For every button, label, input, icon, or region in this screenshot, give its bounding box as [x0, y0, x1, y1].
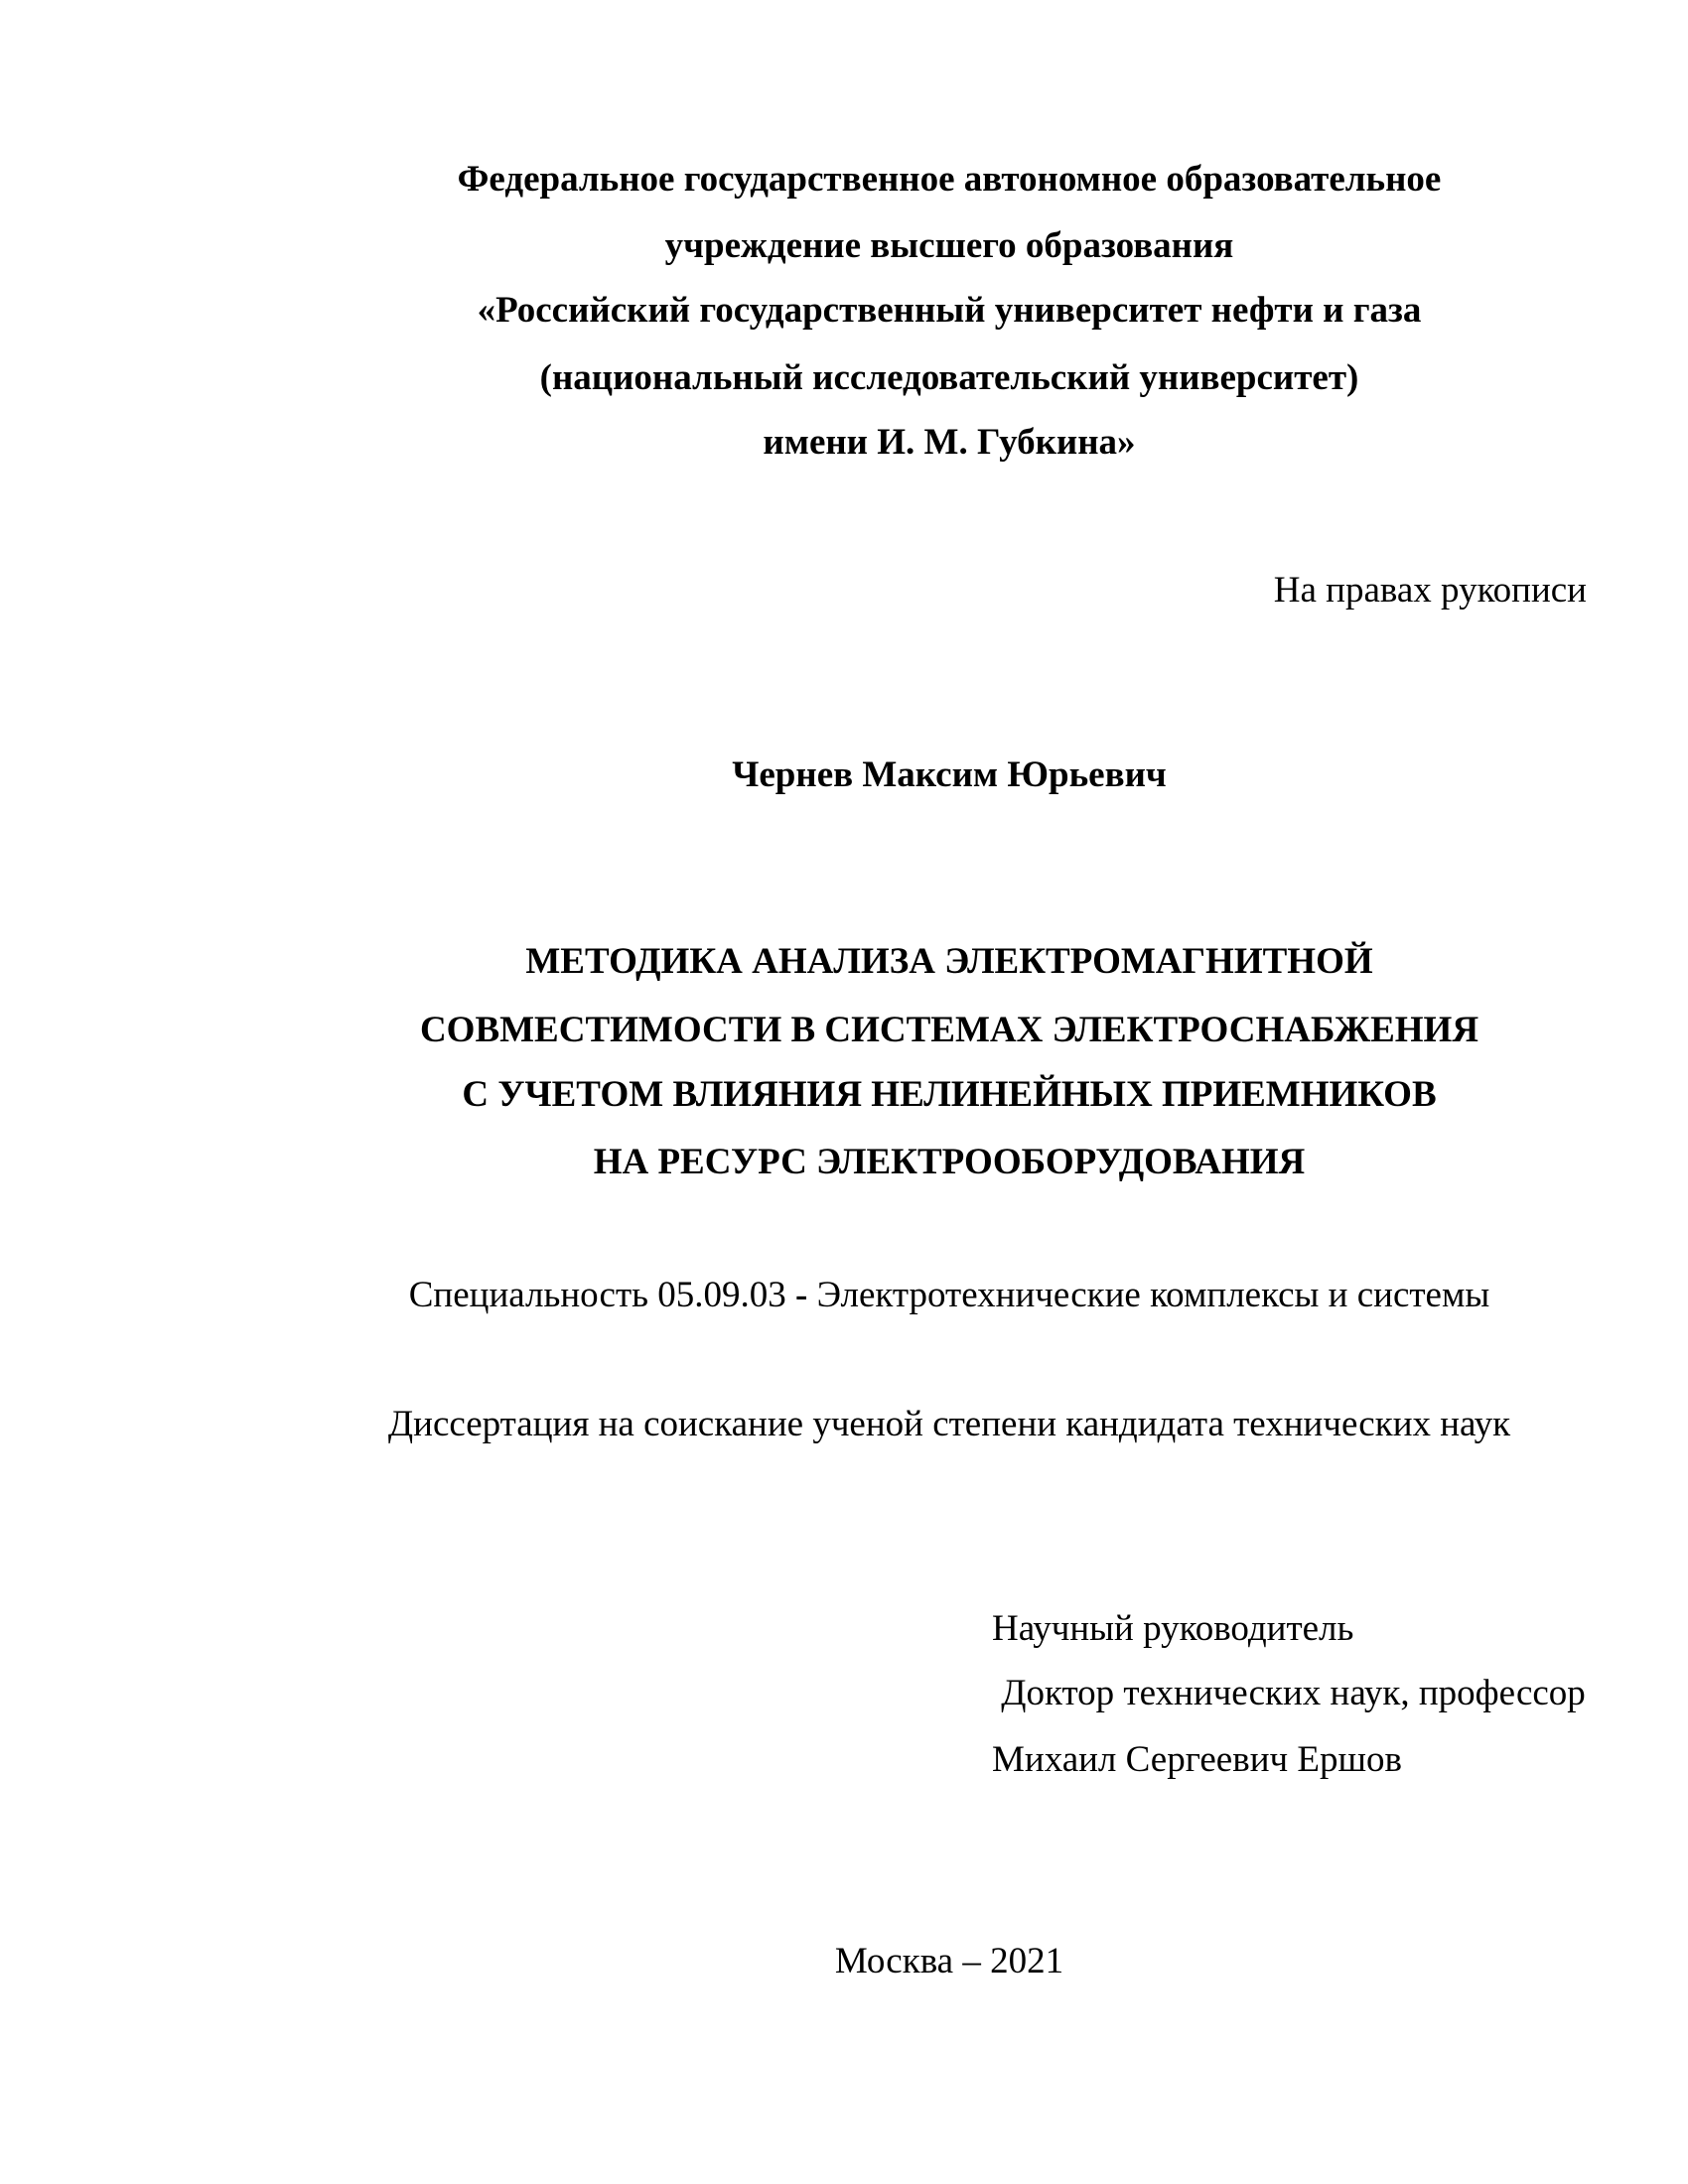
- rights-note: На правах рукописи: [1273, 570, 1587, 611]
- header-line-university-name: «Российский государственный университет нефти и газа: [477, 290, 1422, 331]
- degree-statement: Диссертация на соискание ученой степени кандидата технических наук: [387, 1404, 1511, 1444]
- header-line-education-level: учреждение высшего образования: [664, 225, 1234, 266]
- author-name: Чернев Максим Юрьевич: [732, 754, 1167, 795]
- footer-city-year: Москва – 2021: [834, 1941, 1064, 1981]
- specialty-dash: -: [795, 1275, 808, 1315]
- specialty: [254, 1277, 1644, 1313]
- title-line-4: НА РЕСУРС ЭЛЕКТРООБОРУДОВАНИЯ: [593, 1142, 1306, 1182]
- header-line-university-namesake: имени И. М. Губкина»: [763, 422, 1136, 463]
- header-line-organization-type: Федеральное государственное автономное образовательное: [457, 159, 1442, 200]
- supervisor-label: Научный руководитель: [992, 1608, 1354, 1649]
- supervisor-degree: Доктор технических наук, профессор: [992, 1673, 1586, 1713]
- supervisor-name: Михаил Сергеевич Ершов: [992, 1739, 1402, 1780]
- specialty-name: Электротехнические комплексы и системы: [807, 1275, 1490, 1315]
- header-line-university-status: (национальный исследовательский университет): [539, 357, 1359, 398]
- title-line-3: С УЧЕТОМ ВЛИЯНИЯ НЕЛИНЕЙНЫХ ПРИЕМНИКОВ: [462, 1074, 1437, 1115]
- title-line-2: СОВМЕСТИМОСТИ В СИСТЕМАХ ЭЛЕКТРОСНАБЖЕНИЯ: [419, 1010, 1479, 1050]
- specialty-code: Специальность 05.09.03: [408, 1275, 796, 1315]
- title-line-1: МЕТОДИКА АНАЛИЗА ЭЛЕКТРОМАГНИТНОЙ: [525, 941, 1373, 982]
